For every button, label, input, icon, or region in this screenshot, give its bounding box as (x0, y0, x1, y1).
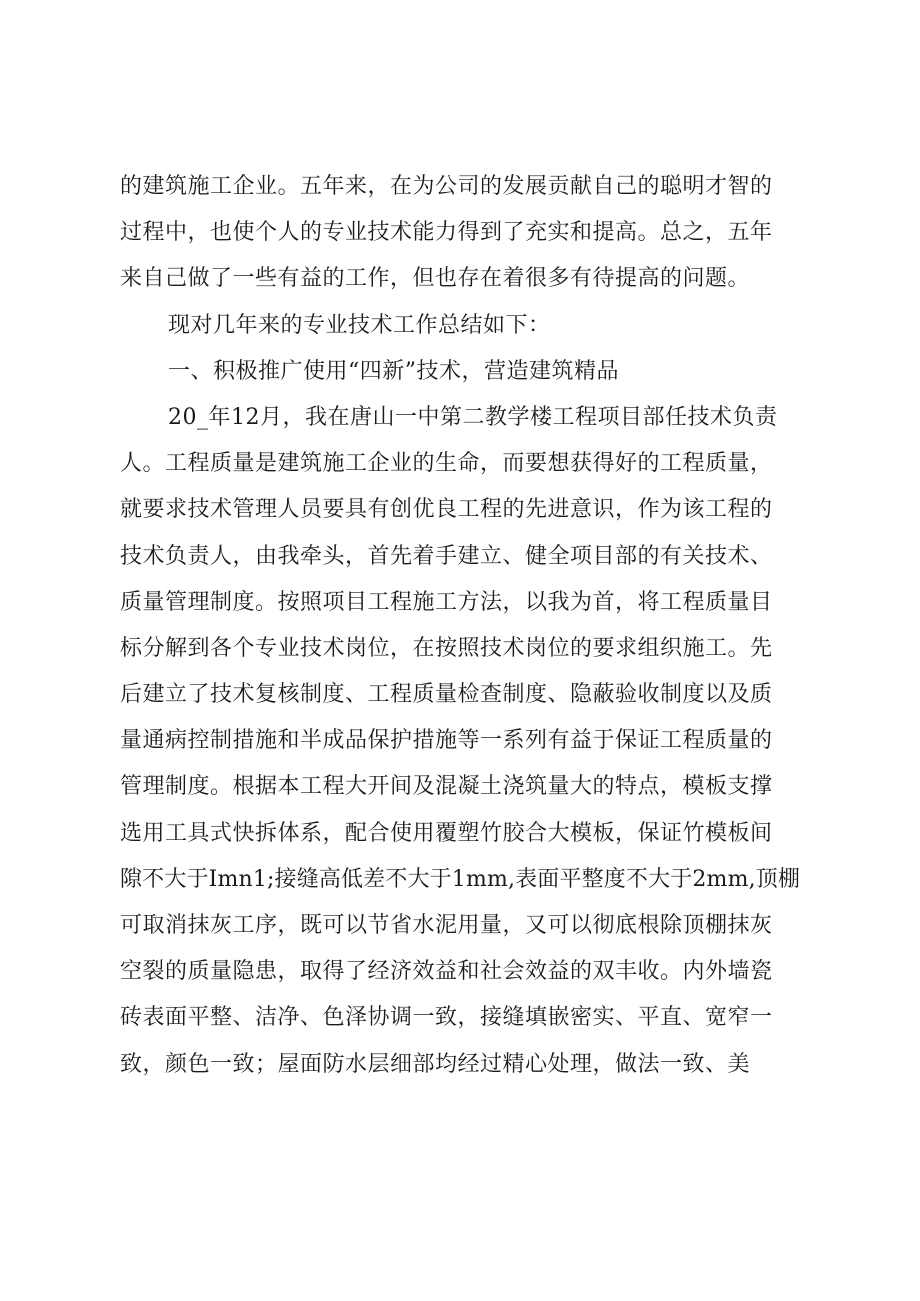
body-text (120, 164, 800, 1088)
text-line: 20_年12月，我在唐山一中第二教学楼工程项目部任技术负责 (168, 404, 778, 430)
text-line: 就要求技术管理人员要具有创优良工程的先进意识，作为该工程的 (120, 497, 773, 523)
text-line: 致，颜色一致；屋面防水层细部均经过精心处理，做法一致、美 (120, 1051, 751, 1077)
text-line: 技术负责人，由我牵头，首先着手建立、健全项目部的有关技术、 (120, 543, 773, 569)
text-line: 现对几年来的专业技术工作总结如下： (168, 312, 551, 338)
text-line: 选用工具式快拆体系，配合使用覆塑竹胶合大模板，保证竹模板间 (120, 820, 773, 846)
text-line: 后建立了技术复核制度、工程质量检查制度、隐蔽验收制度以及质 (120, 682, 773, 708)
text-line: 隙不大于Imn1;接缝高低差不大于1mm,表面平整度不大于2mm,顶棚 (120, 866, 801, 892)
text-line: 量通病控制措施和半成品保护措施等一系列有益于保证工程质量的 (120, 728, 773, 754)
text-line: 质量管理制度。按照项目工程施工方法，以我为首，将工程质量目 (120, 589, 773, 615)
text-line: 人。工程质量是建筑施工企业的生命，而要想获得好的工程质量， (120, 451, 773, 477)
text-line: 来自己做了一些有益的工作，但也存在着很多有待提高的问题。 (120, 266, 751, 292)
text-line: 过程中，也使个人的专业技术能力得到了充实和提高。总之，五年 (120, 220, 773, 246)
section-heading: 一、积极推广使用“四新”技术，营造建筑精品 (168, 358, 619, 384)
text-line: 管理制度。根据本工程大开间及混凝土浇筑量大的特点，模板支撑 (120, 774, 773, 800)
text-line: 的建筑施工企业。五年来，在为公司的发展贡献自己的聪明才智的 (120, 174, 773, 199)
text-line: 空裂的质量隐患，取得了经济效益和社会效益的双丰收。内外墙瓷 (120, 959, 773, 985)
text-line: 标分解到各个专业技术岗位，在按照技术岗位的要求组织施工。先 (120, 635, 773, 661)
text-line: 砖表面平整、洁净、色泽协调一致，接缝填嵌密实、平直、宽窄一 (120, 1005, 773, 1031)
text-line: 可取消抹灰工序，既可以节省水泥用量，又可以彻底根除顶棚抹灰 (120, 913, 773, 938)
